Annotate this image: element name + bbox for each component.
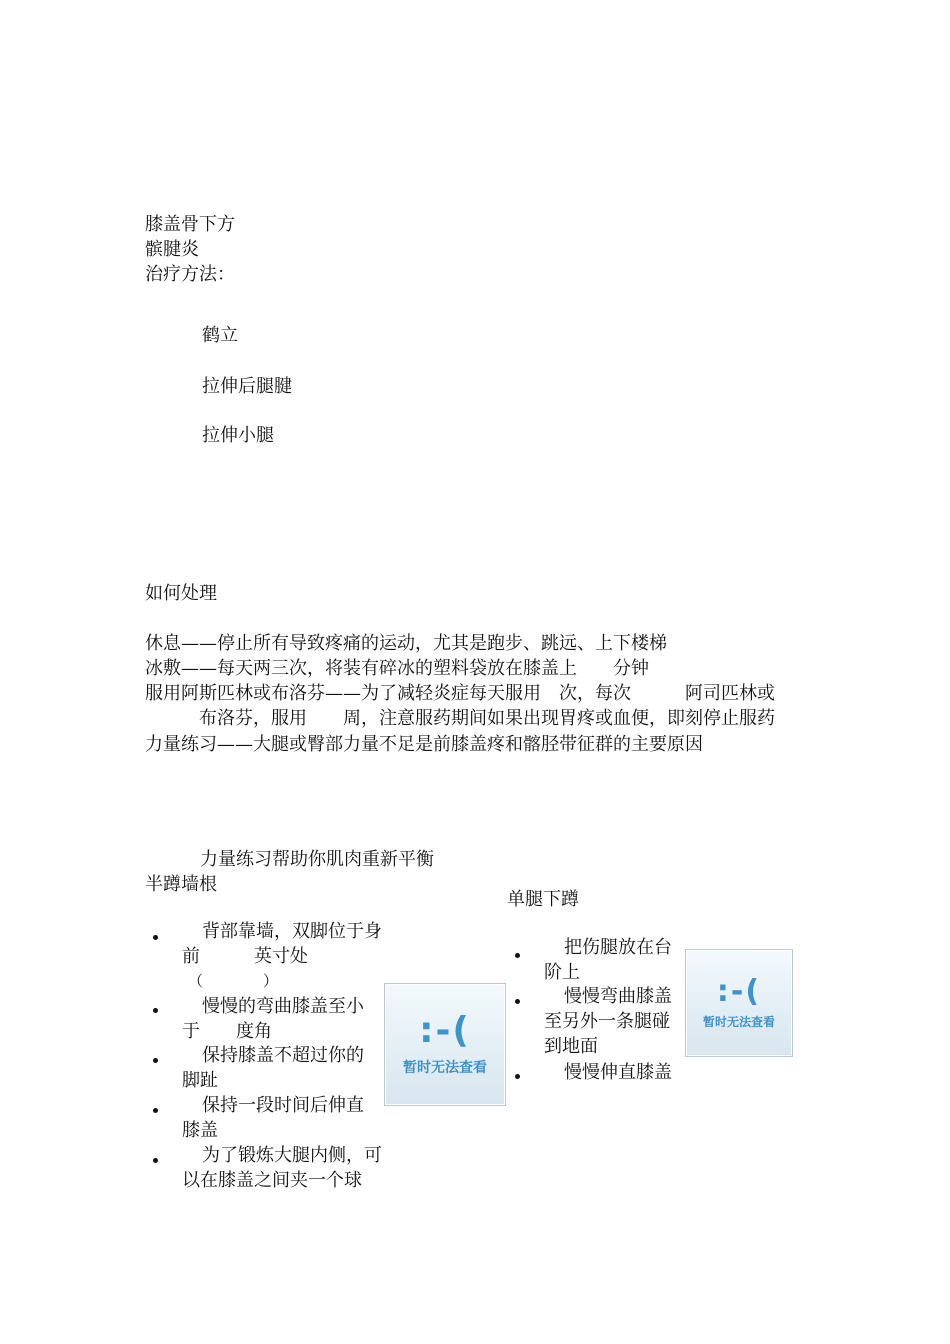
list-item-line: 于 度角 [182, 1021, 272, 1042]
exercise-title-wall-squat: 半蹲墙根 [145, 874, 217, 895]
handling-line-rest: 休息——停止所有导致疼痛的运动，尤其是跑步、跳远、上下楼梯 [145, 633, 667, 654]
bullet-dot [153, 1058, 158, 1063]
treatment-item-1: 鹤立 [202, 325, 238, 346]
list-item-line: 把伤腿放在台 [564, 937, 672, 958]
image-unavailable-placeholder [685, 949, 793, 1057]
bullet-dot [153, 1108, 158, 1113]
list-item-line: 背部靠墙，双脚位于身 [202, 921, 382, 942]
bullet-dot [515, 953, 520, 958]
strength-intro: 力量练习帮助你肌肉重新平衡 [200, 849, 434, 870]
treatment-item-2: 拉伸后腿腱 [202, 376, 292, 397]
list-item-line: 慢慢的弯曲膝盖至小 [202, 996, 364, 1017]
image-unavailable-caption: 暂时无法查看 [702, 1014, 775, 1029]
list-item-line: 为了锻炼大腿内侧，可 [202, 1145, 382, 1166]
handling-line-ice: 冰敷——每天两三次，将装有碎冰的塑料袋放在膝盖上 分钟 [145, 658, 649, 679]
bullet-dot [153, 1008, 158, 1013]
list-item-line: 保持一段时间后伸直 [202, 1095, 364, 1116]
list-item-line: 保持膝盖不超过你的 [202, 1045, 364, 1066]
heading-patellar-tendinitis: 髌腱炎 [145, 239, 199, 260]
sad-face-icon: :-( [716, 973, 762, 1009]
treatment-item-3: 拉伸小腿 [202, 425, 274, 446]
list-item-line: 脚趾 [182, 1070, 218, 1091]
section-heading-how-to-handle: 如何处理 [145, 583, 217, 604]
bullet-dot [153, 1158, 158, 1163]
list-item-line: 前 英寸处 [182, 946, 308, 967]
list-item-line: （ ） [188, 972, 279, 990]
bullet-dot [153, 935, 158, 940]
image-unavailable-placeholder [384, 983, 506, 1106]
sad-face-icon: :-( [419, 1009, 471, 1051]
list-item-line: 阶上 [544, 962, 580, 983]
list-item-line: 慢慢弯曲膝盖 [564, 986, 672, 1007]
list-item-line: 慢慢伸直膝盖 [564, 1062, 672, 1083]
handling-line-medication: 服用阿斯匹林或布洛芬——为了减轻炎症每天服用 次，每次 阿司匹林或 [145, 683, 775, 704]
treatment-label: 治疗方法： [145, 264, 235, 285]
list-item-line: 膝盖 [182, 1120, 218, 1141]
list-item-line: 到地面 [544, 1036, 598, 1057]
list-item-line: 至另外一条腿碰 [544, 1011, 670, 1032]
exercise-title-single-leg-squat: 单腿下蹲 [507, 889, 579, 910]
handling-line-medication-cont: 布洛芬，服用 周，注意服药期间如果出现胃疼或血便，即刻停止服药 [145, 708, 775, 729]
bullet-dot [515, 999, 520, 1004]
list-item-line: 以在膝盖之间夹一个球 [182, 1170, 362, 1191]
bullet-dot [515, 1074, 520, 1079]
handling-line-strength: 力量练习——大腿或臀部力量不足是前膝盖疼和髂胫带征群的主要原因 [145, 734, 703, 755]
heading-knee-below: 膝盖骨下方 [145, 214, 235, 235]
image-unavailable-caption: 暂时无法查看 [403, 1059, 487, 1076]
